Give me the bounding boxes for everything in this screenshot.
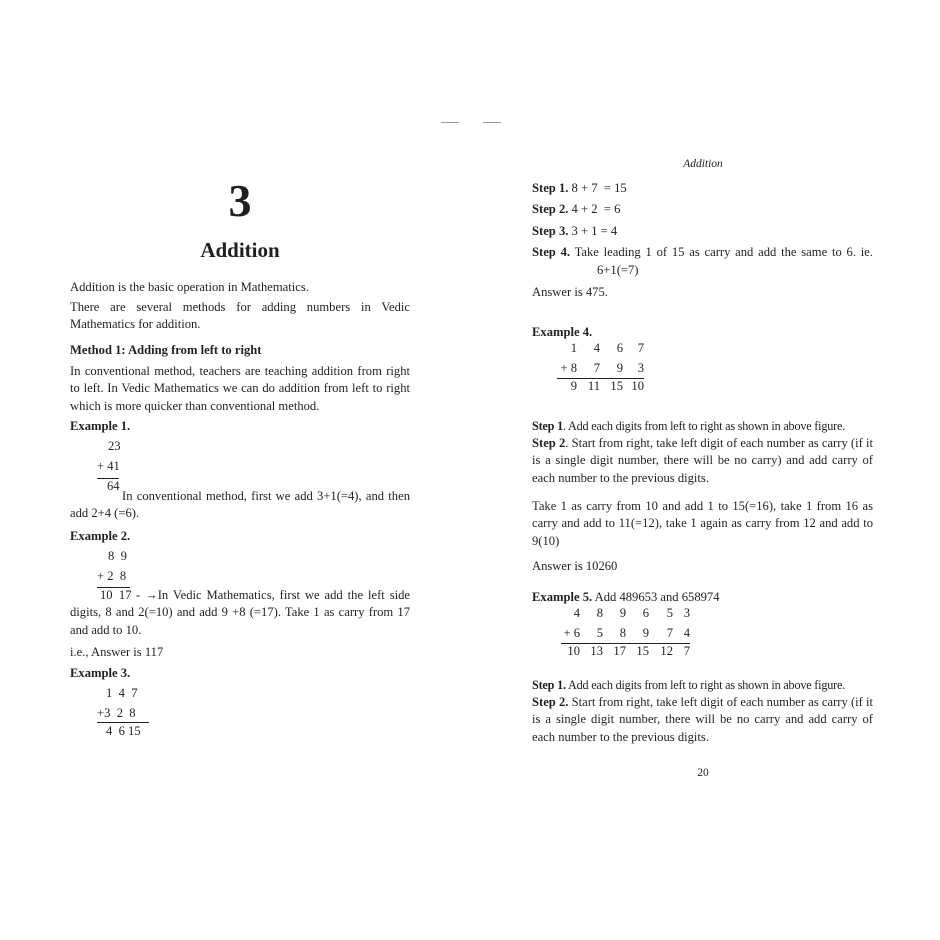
answer-text: Answer is 10260 <box>532 559 618 573</box>
digit: 5 <box>666 606 673 620</box>
example-text: Add 489653 and 658974 <box>592 590 720 604</box>
step <box>532 223 617 240</box>
example4-sum <box>557 339 644 394</box>
step-label: Step 1. <box>532 181 569 195</box>
step-label: Step 2. <box>532 695 569 709</box>
addend: + 2 8 <box>97 569 127 583</box>
page-number: 20 <box>697 767 709 779</box>
digit: 3 <box>683 606 690 620</box>
sum-result: 64 <box>107 479 120 493</box>
digit: 1 <box>570 341 577 355</box>
addend: 1 4 7 <box>106 686 138 700</box>
crop-mark <box>483 122 501 123</box>
digit: 7 <box>673 644 690 660</box>
digit: 10 <box>623 379 644 395</box>
addend: 8 9 <box>108 549 127 563</box>
digit: 12 <box>649 644 673 660</box>
step <box>532 435 873 487</box>
digit: 11 <box>577 379 600 395</box>
step <box>532 201 620 218</box>
step-text: Add each digits from left to right as shown in above figure. <box>565 678 846 692</box>
step <box>532 694 873 746</box>
example-label: Example 3. <box>70 666 131 680</box>
digit: 8 <box>596 606 603 620</box>
step <box>532 244 873 261</box>
addend: +3 2 8 <box>97 706 136 720</box>
step <box>532 180 627 197</box>
answer-text: Answer is 475. <box>532 285 608 299</box>
digit: 6 <box>642 606 649 620</box>
digit: 4 <box>573 606 580 620</box>
digit: 9 <box>642 625 649 640</box>
paragraph: Addition is the basic operation in Mathematics. <box>70 280 309 294</box>
step-text: Take leading 1 of 15 as carry and add the same to 6. ie. <box>570 245 873 259</box>
digit: 5 <box>596 625 603 640</box>
digit: 9 <box>557 379 577 395</box>
digit: 7 <box>666 625 673 640</box>
step-label: Step 2. <box>532 202 569 216</box>
digit: 6 <box>616 341 623 355</box>
chapter-number: 3 <box>228 175 252 226</box>
digit: 15 <box>626 644 649 660</box>
digit: 7 <box>637 341 644 355</box>
digit: 13 <box>580 644 603 660</box>
paragraph: - →In Vedic Mathematics, first we add the left side digits, 8 and 2(=10) and add 9 +8 (=17). Take 1 as carry from 17 and add to 10. <box>70 588 410 637</box>
digit: 4 <box>593 341 600 355</box>
example-label: Example 1. <box>70 419 131 433</box>
digit: 7 <box>593 360 600 375</box>
digit: 10 <box>561 644 580 660</box>
sum-result: 10 17 <box>100 588 132 602</box>
step-label: Step 1 <box>532 419 563 433</box>
example-label: Example 4. <box>532 325 593 339</box>
digit: 9 <box>619 606 626 620</box>
paragraph: In conventional method, first we add 3+1(=4), and then add 2+4 (=6). <box>70 489 410 521</box>
digit: + 8 <box>560 360 577 375</box>
paragraph: In conventional method, teachers are teaching addition from right to left. In Vedic Mathematics we can do addition from left to right which is more quicker than conventional method. <box>70 364 410 413</box>
step-text: 8 + 7 = 15 <box>568 181 627 195</box>
example-label: Example 2. <box>70 529 131 543</box>
digit: 8 <box>619 625 626 640</box>
example5-sum <box>561 604 690 659</box>
running-header: Addition <box>683 158 723 170</box>
crop-mark <box>441 122 459 123</box>
step-text: 4 + 2 = 6 <box>568 202 621 216</box>
paragraph: There are several methods for adding numbers in Vedic Mathematics for addition. <box>70 300 410 332</box>
sum-result: 4 6 15 <box>106 724 141 738</box>
step <box>532 677 873 694</box>
step-label: Step 3. <box>532 224 569 238</box>
step-text: 3 + 1 = 4 <box>568 224 618 238</box>
step-text: . Start from right, take left digit of each number as carry (if it is a single digit number, there will be no carry) and add carry of each number to the previous digits. <box>532 436 873 485</box>
step-continuation: 6+1(=7) <box>597 263 639 277</box>
step-label: Step 2 <box>532 436 566 450</box>
method-heading: Method 1: Adding from left to right <box>70 343 262 357</box>
chapter-title: Addition <box>200 238 280 262</box>
step-label: Step 1. <box>532 678 566 692</box>
step-label: Step 4. <box>532 245 571 259</box>
paragraph: Take 1 as carry from 10 and add 1 to 15(=16), take 1 from 16 as carry and add to 11(=12), take 1 again as carry from 12 and add to 9(10) <box>532 499 873 548</box>
digit: 3 <box>637 360 644 375</box>
digit: 4 <box>683 625 690 640</box>
answer-text: i.e., Answer is 117 <box>70 645 164 659</box>
example-label: Example 5. <box>532 590 593 604</box>
digit: 15 <box>600 379 623 395</box>
digit: + 6 <box>563 625 580 640</box>
step-text: . Add each digits from left to right as shown in above figure. <box>562 419 846 433</box>
digit: 9 <box>616 360 623 375</box>
step-text: Start from right, take left digit of each number as carry (if it is a single digit number, there will be no carry and add carry of each number to the previous digits. <box>532 695 873 744</box>
addend: + 41 <box>97 459 120 473</box>
addend: 23 <box>108 439 121 453</box>
digit: 17 <box>603 644 626 660</box>
step <box>532 418 873 435</box>
